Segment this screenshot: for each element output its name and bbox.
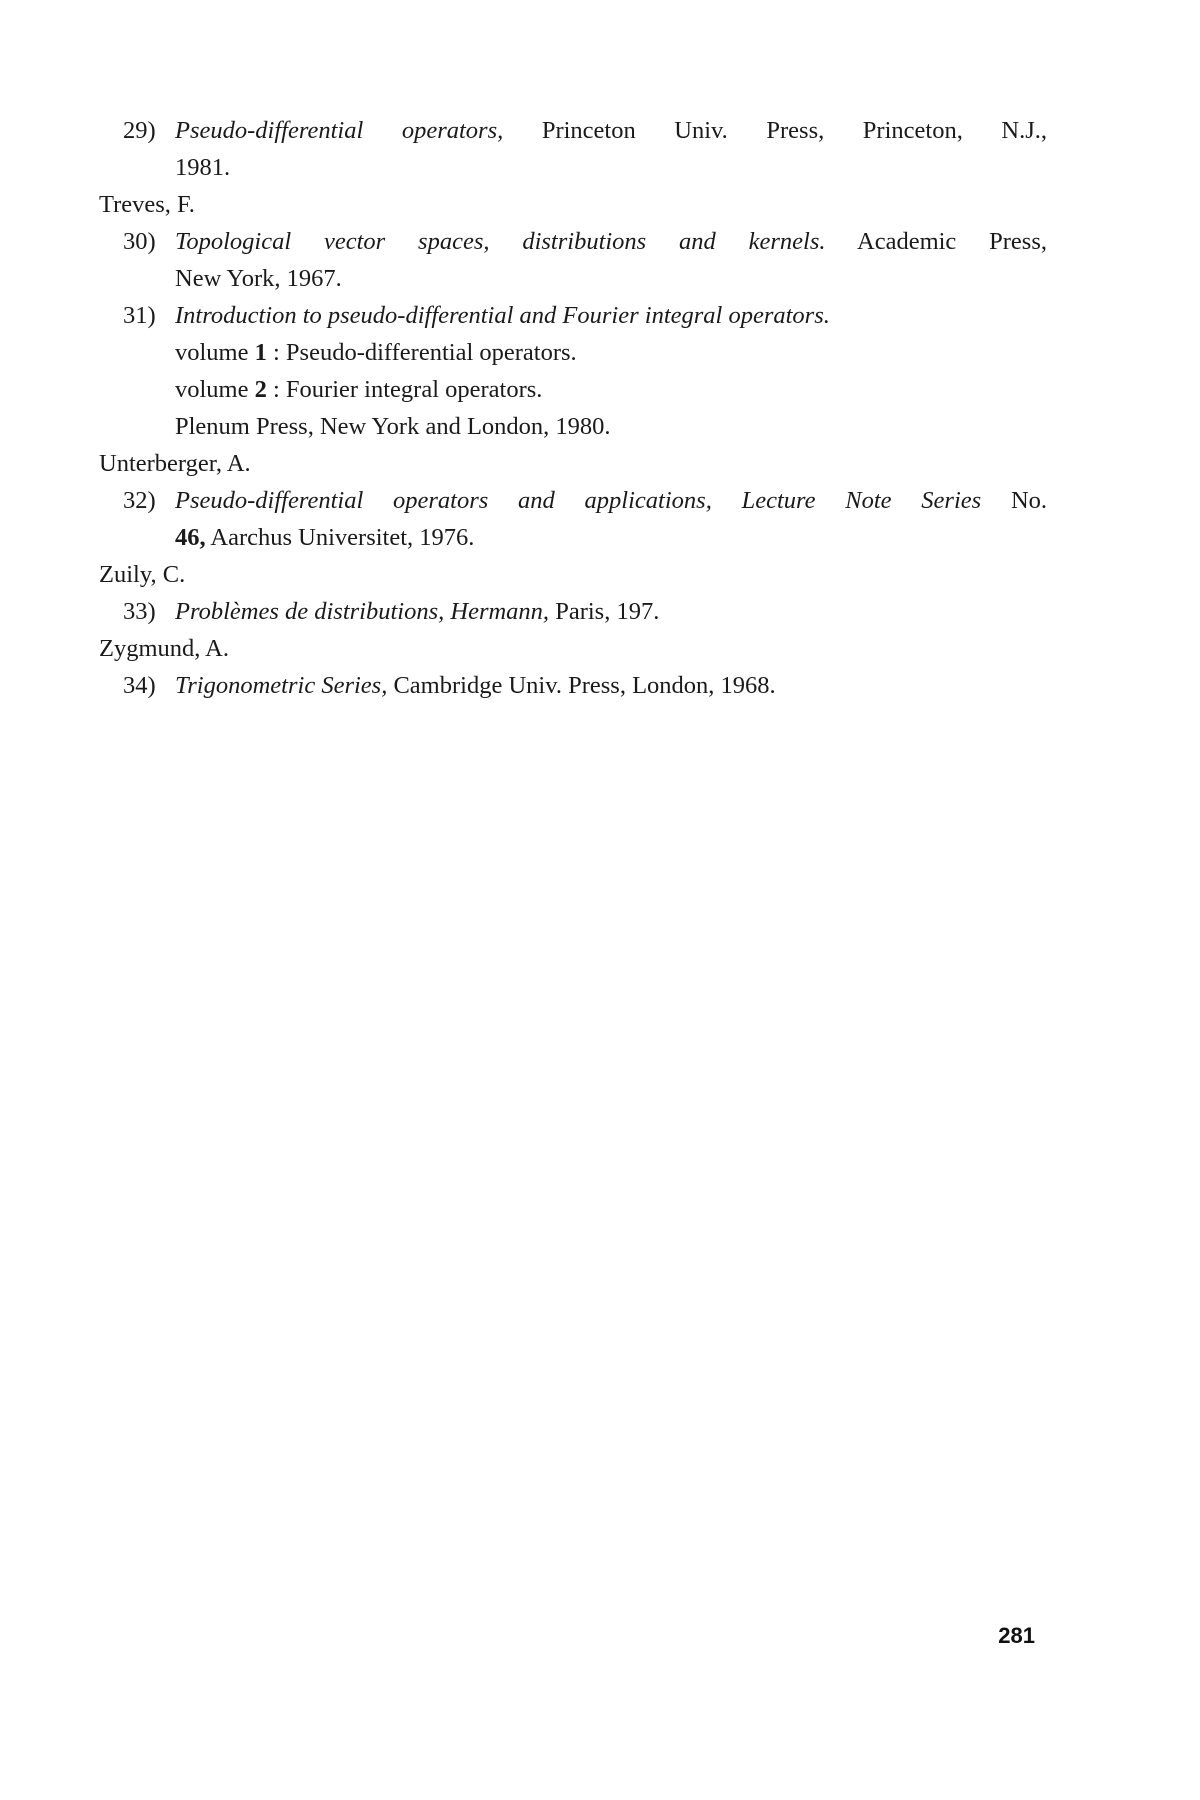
volume-label: volume xyxy=(175,376,249,403)
reference-entry-32 xyxy=(99,482,1059,556)
reference-volume-2 xyxy=(175,371,1059,408)
series-number: 46, xyxy=(175,524,206,551)
reference-number: 30) xyxy=(123,228,156,255)
reference-title: Introduction to pseudo-differential and Fourier integral operators. xyxy=(175,302,830,329)
volume-title: : Pseudo-differential operators. xyxy=(273,339,577,366)
reference-publisher: Cambridge Univ. Press, London, 1968. xyxy=(393,672,776,699)
reference-line xyxy=(175,667,1059,704)
reference-entry-30 xyxy=(99,223,1059,297)
reference-number: 33) xyxy=(123,598,156,625)
reference-publisher: Plenum Press, New York and London, 1980. xyxy=(175,413,611,440)
reference-number: 34) xyxy=(123,672,156,699)
reference-series-label: No. xyxy=(1010,487,1048,514)
reference-place-year: New York, 1967. xyxy=(175,265,342,292)
reference-entry-34 xyxy=(99,667,1059,704)
reference-entry-33 xyxy=(99,593,1059,630)
reference-number: 31) xyxy=(123,302,156,329)
bibliography xyxy=(99,112,1059,704)
reference-title: Topological vector spaces, distributions and kernels. xyxy=(175,228,826,255)
author-unterberger: Unterberger, A. xyxy=(99,450,251,477)
reference-title: Pseudo-differential operators and applications, Lecture Note Series xyxy=(175,487,982,514)
reference-publisher: Princeton Univ. Press, Princeton, N.J., xyxy=(541,117,1047,144)
volume-number: 2 xyxy=(254,376,267,403)
reference-volume-1 xyxy=(175,334,1059,371)
author-zuily: Zuily, C. xyxy=(99,561,186,588)
reference-line xyxy=(175,593,1059,630)
reference-publisher-line xyxy=(175,519,1059,556)
volume-number: 1 xyxy=(254,339,267,366)
reference-title: Pseudo-differential operators, xyxy=(175,117,504,144)
reference-title: Problèmes de distributions, Hermann, xyxy=(175,598,550,625)
reference-publisher: Aarchus Universitet, 1976. xyxy=(210,524,475,551)
reference-line xyxy=(175,482,1047,519)
reference-title: Trigonometric Series, xyxy=(175,672,388,699)
reference-number: 32) xyxy=(123,487,156,514)
volume-label: volume xyxy=(175,339,249,366)
reference-entry-29 xyxy=(99,112,1059,186)
reference-publisher: Academic Press, xyxy=(857,228,1047,255)
reference-publisher: Paris, 197. xyxy=(555,598,660,625)
author-treves: Treves, F. xyxy=(99,191,195,218)
author-zygmund: Zygmund, A. xyxy=(99,635,229,662)
volume-title: : Fourier integral operators. xyxy=(273,376,543,403)
reference-year: 1981. xyxy=(175,154,231,181)
reference-number: 29) xyxy=(123,117,156,144)
reference-line xyxy=(175,112,1047,149)
reference-entry-31 xyxy=(99,297,1059,445)
reference-line xyxy=(175,297,1059,334)
page-number: 281 xyxy=(998,1623,1035,1648)
reference-line xyxy=(175,223,1047,260)
